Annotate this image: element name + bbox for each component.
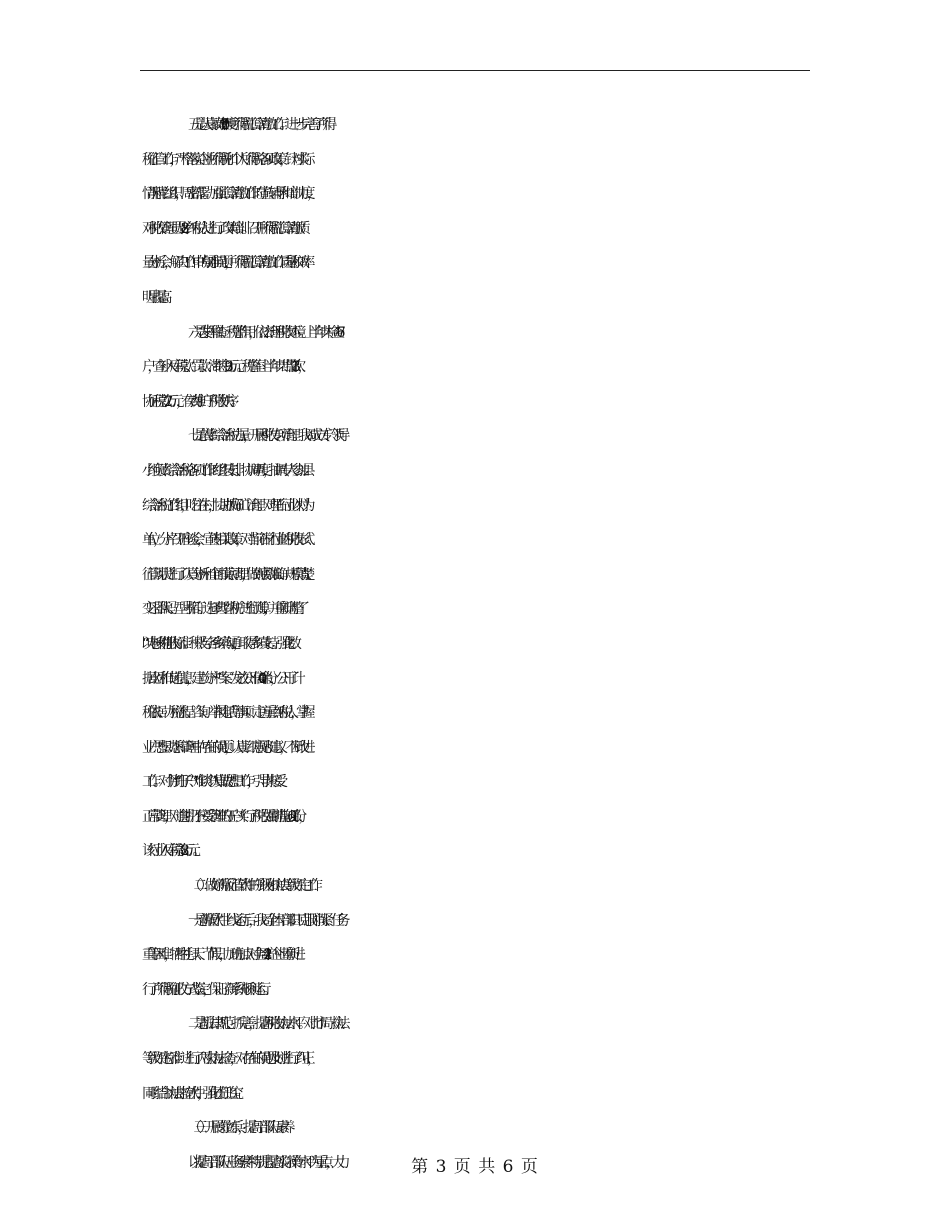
text-line: 该行业入库税款82万元。 <box>142 843 198 860</box>
text-line: 小组负责综合治税各项工作的组织安排、协调调度，抽调专人参加县 <box>142 462 307 479</box>
text-line: 户，查补入库税款、罚款、滞纳金93万元。税警室上半年共出警13次， <box>142 359 304 376</box>
text-line: 二是抓法律规范、抓完善，提高税收执法水平。对比市局《执法 <box>188 1016 342 1033</box>
text-line: 明显提高。 <box>142 289 170 306</box>
text-line: 变压器代码、型号相符。选择典型纳税户进行测算，并重新调整了 <box>142 601 302 618</box>
header-rule <box>140 70 810 71</box>
text-line: 七是依靠综合治税力量，开展税收专项治理。我局成立专门领导 <box>188 428 342 445</box>
text-line: 对税收管理员及82户纳税人进行了政策培训。召开所得税汇算清缴质 <box>142 220 303 237</box>
text-line: 一是新版软件上线运行后，我局全体干部职工克服时间紧、任务 <box>188 912 342 929</box>
text-line: 行了所得税征收方式鉴定，保证了新系统顺利运行。 <box>142 981 269 998</box>
text-line: 同时结合执法监控软件，强化责任追究。 <box>142 1085 241 1102</box>
text-line: （三）开展岗位练兵，提高干部队伍素养 <box>188 1120 287 1137</box>
text-line: 五是认真搞好20**年度所得税汇算清缴工作。进一步完善了所得 <box>188 117 329 133</box>
text-line: 正常管理，对逾期扔不接受管理的五户实行了税收强制措施。1-6月份， <box>142 808 305 825</box>
text-line: 单位，分片召开座谈会，宣传相关政策，对当前石材行业的税收形式、 <box>142 532 313 549</box>
text-line: 以提高干部队伍业务素养特别是提高实际操作水平为重点，大力 <box>188 1154 342 1171</box>
text-line: 征管现状进行了认真分析和全面摸底清理，做到底数准确、规模清楚、 <box>142 566 313 583</box>
text-line: 据比对和传递信息，建立分户档案。发放公开信400余份，公开了计 <box>142 670 298 687</box>
text-line: “以电核税”征收标准。积极与各乡镇沟通，取得乡镇支持。强化数 <box>142 635 294 652</box>
text-line: 协征税款27万元，有效维护了税收秩序。 <box>142 393 237 410</box>
text-line: 税征管工作，严格落实企业所得税和个人所得税各项政策，针对实际 <box>142 151 307 168</box>
text-line: 业户思想动态和管理中存在的问题，认真归纳意见和建议，不断改进 <box>142 739 307 756</box>
text-line: 工作。对个别“钉子户”、“难谈户”认真做思想工作，引导其接受 <box>142 774 280 791</box>
text-line: 情况精心组织，周密部署。加强汇算清缴工作的宣传辅导和培训力度， <box>142 186 313 203</box>
text-line: 六是发挥稽查、税警作用，依法治理税收环境。上半年共检查67 <box>188 324 338 341</box>
text-line: 综合治税工作组，吃住在村，协助抓好矿山治理。对理石行业以村为 <box>142 497 307 514</box>
text-line: 税依据、办税流程、咨询、举报电话等事项。走访重点纳税人，掌握 <box>142 705 307 722</box>
page-number: 第 3 页 共 6 页 <box>411 1157 539 1177</box>
document-body <box>142 108 812 1180</box>
text-line: （二）做好新版征管软件的升级和执法等级评定工作 <box>188 878 315 895</box>
text-line: 重等困难，牺牲礼拜天、节假日，加班加点对全局422户企业重新进 <box>142 947 298 964</box>
text-line: 等级评定标准》进行了两次执法检查，对存在的问题及时进行了纠正， <box>142 1051 313 1068</box>
text-line: 量分析会，解决工作中的疑难问题，所得税汇算清缴工作质量和效率 <box>142 255 307 272</box>
